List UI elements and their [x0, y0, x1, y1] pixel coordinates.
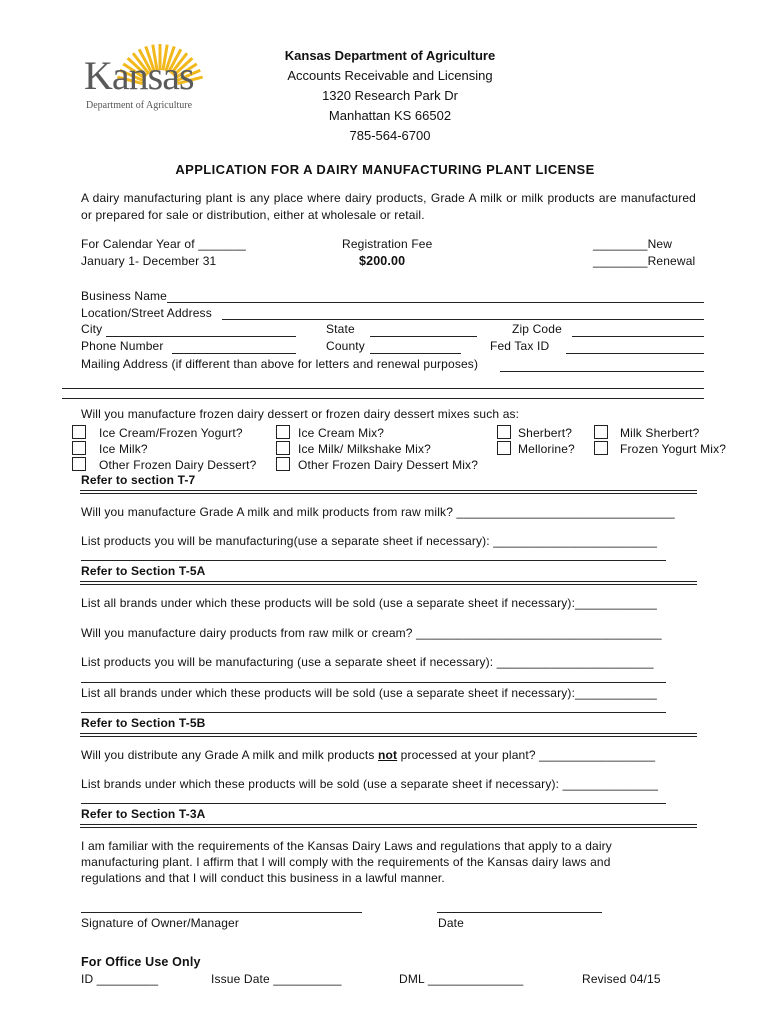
t5b-question-raw-milk-cream[interactable]: Will you manufacture dairy products from raw milk or cream? ____________________________________	[81, 626, 662, 640]
milk-sherbert-checkbox[interactable]	[594, 425, 608, 439]
county-label: County	[326, 339, 365, 353]
street-address: 1320 Research Park Dr	[322, 88, 458, 103]
t3a-question-text-end: processed at your plant? _________________	[397, 748, 656, 762]
t5a-question-raw-milk[interactable]: Will you manufacture Grade A milk and milk products from raw milk? ________________________________	[81, 505, 675, 519]
affirmation-line-2: manufacturing plant. I affirm that I will comply with the requirements of the Kansas dairy laws and	[81, 855, 611, 869]
date-field[interactable]	[437, 912, 602, 913]
affirmation-line-3: regulations and that I will conduct this business in a lawful manner.	[81, 871, 445, 885]
refer-t5b: Refer to Section T-5B	[81, 716, 206, 730]
fed-tax-field[interactable]	[566, 353, 704, 354]
t5b-question-products[interactable]: List products you will be manufacturing (use a separate sheet if necessary): _______________________	[81, 655, 654, 669]
t5a-products-field-line-2[interactable]	[81, 560, 666, 561]
signature-field[interactable]	[81, 912, 362, 913]
section-rule-t5a	[80, 581, 697, 585]
page-title: APPLICATION FOR A DAIRY MANUFACTURING PLANT LICENSE	[175, 162, 595, 177]
office-use-heading: For Office Use Only	[81, 955, 201, 969]
t5a-question-brands[interactable]: List all brands under which these products will be sold (use a separate sheet if necessary):____________	[81, 596, 657, 610]
ice-milk-checkbox[interactable]	[72, 441, 86, 455]
section-rule-t5b	[80, 733, 697, 737]
new-option[interactable]: ________New	[593, 237, 673, 251]
option-mellorine: Mellorine?	[518, 442, 575, 456]
business-name-field[interactable]	[167, 302, 704, 303]
sherbert-checkbox[interactable]	[497, 425, 511, 439]
affirmation-line-1: I am familiar with the requirements of the Kansas Dairy Laws and regulations that apply to a dairy	[81, 839, 612, 853]
t3a-not-emphasis: not	[378, 748, 398, 762]
option-ice-cream-frozen-yogurt: Ice Cream/Frozen Yogurt?	[99, 426, 243, 440]
city-field[interactable]	[106, 336, 296, 337]
fed-tax-label: Fed Tax ID	[490, 339, 550, 353]
phone-field[interactable]	[172, 353, 296, 354]
option-other-frozen-dessert-mix: Other Frozen Dairy Dessert Mix?	[298, 458, 479, 472]
state-field[interactable]	[370, 336, 477, 337]
ice-cream-frozen-yogurt-checkbox[interactable]	[72, 425, 86, 439]
calendar-year-label: For Calendar Year of _______	[81, 237, 246, 251]
t3a-brands-field-line-2[interactable]	[81, 803, 666, 804]
option-ice-milk: Ice Milk?	[99, 442, 148, 456]
t3a-question-distribute[interactable]	[81, 748, 655, 763]
division-name: Accounts Receivable and Licensing	[287, 68, 493, 83]
mailing-field-line-2[interactable]	[62, 388, 704, 389]
t3a-question-text: Will you distribute any Grade A milk and milk products	[81, 748, 379, 762]
location-field[interactable]	[222, 319, 704, 320]
intro-paragraph: A dairy manufacturing plant is any place where dairy products, Grade A milk or milk products are manufactured or prepared for sale or distribution, either at wholesale or retail.	[81, 191, 696, 222]
ice-milk-shake-mix-checkbox[interactable]	[276, 441, 290, 455]
refer-t7: Refer to section T-7	[81, 473, 196, 487]
section-rule-t3a	[80, 824, 697, 828]
option-sherbert: Sherbert?	[518, 426, 573, 440]
office-issue-date-field[interactable]: Issue Date __________	[211, 972, 342, 986]
option-milk-sherbert: Milk Sherbert?	[620, 426, 700, 440]
refer-t3a: Refer to Section T-3A	[81, 807, 206, 821]
t5a-question-products[interactable]: List products you will be manufacturing(use a separate sheet if necessary): ________________________	[81, 534, 658, 548]
fee-amount: $200.00	[359, 254, 406, 268]
business-name-label: Business Name	[81, 289, 167, 303]
revision-date: Revised 04/15	[582, 972, 661, 986]
section-divider	[62, 398, 704, 399]
t3a-question-brands[interactable]: List brands under which these products will be sold (use a separate sheet if necessary): ______________	[81, 777, 659, 791]
t5b-products-field-line-2[interactable]	[81, 682, 666, 683]
other-frozen-dessert-checkbox[interactable]	[72, 457, 86, 471]
option-ice-milk-shake-mix: Ice Milk/ Milkshake Mix?	[298, 442, 431, 456]
phone-label: Phone Number	[81, 339, 164, 353]
section-rule-t7	[80, 490, 697, 494]
option-ice-cream-mix: Ice Cream Mix?	[298, 426, 385, 440]
office-id-field[interactable]: ID _________	[81, 972, 159, 986]
mailing-label: Mailing Address (if different than above for letters and renewal purposes)	[81, 357, 479, 371]
calendar-period: January 1- December 31	[81, 254, 217, 268]
city-state-zip: Manhattan KS 66502	[328, 108, 452, 123]
option-other-frozen-dessert: Other Frozen Dairy Dessert?	[99, 458, 257, 472]
city-label: City	[81, 322, 103, 336]
frozen-question: Will you manufacture frozen dairy dessert or frozen dairy dessert mixes such as:	[81, 407, 520, 421]
kansas-logo	[80, 40, 210, 120]
agency-name: Kansas Department of Agriculture	[284, 48, 496, 63]
ice-cream-mix-checkbox[interactable]	[276, 425, 290, 439]
t5b-brands-field-line-2[interactable]	[81, 712, 666, 713]
signature-label: Signature of Owner/Manager	[81, 916, 239, 930]
other-frozen-dessert-mix-checkbox[interactable]	[276, 457, 290, 471]
zip-field[interactable]	[572, 336, 704, 337]
renewal-option[interactable]: ________Renewal	[593, 254, 696, 268]
logo-subtitle: Department of Agriculture	[86, 100, 193, 111]
office-dml-field[interactable]: DML ______________	[399, 972, 524, 986]
county-field[interactable]	[370, 353, 461, 354]
fee-label: Registration Fee	[342, 237, 433, 251]
zip-label: Zip Code	[512, 322, 562, 336]
mellorine-checkbox[interactable]	[497, 441, 511, 455]
mailing-field[interactable]	[500, 371, 704, 372]
logo-wordmark: Kansas	[84, 53, 194, 98]
option-frozen-yogurt-mix: Frozen Yogurt Mix?	[620, 442, 727, 456]
location-label: Location/Street Address	[81, 306, 212, 320]
date-label: Date	[438, 916, 464, 930]
t5b-question-brands[interactable]: List all brands under which these products will be sold (use a separate sheet if necessary):____________	[81, 686, 657, 700]
agency-phone: 785-564-6700	[349, 128, 431, 143]
frozen-yogurt-mix-checkbox[interactable]	[594, 441, 608, 455]
state-label: State	[326, 322, 355, 336]
refer-t5a: Refer to Section T-5A	[81, 564, 206, 578]
